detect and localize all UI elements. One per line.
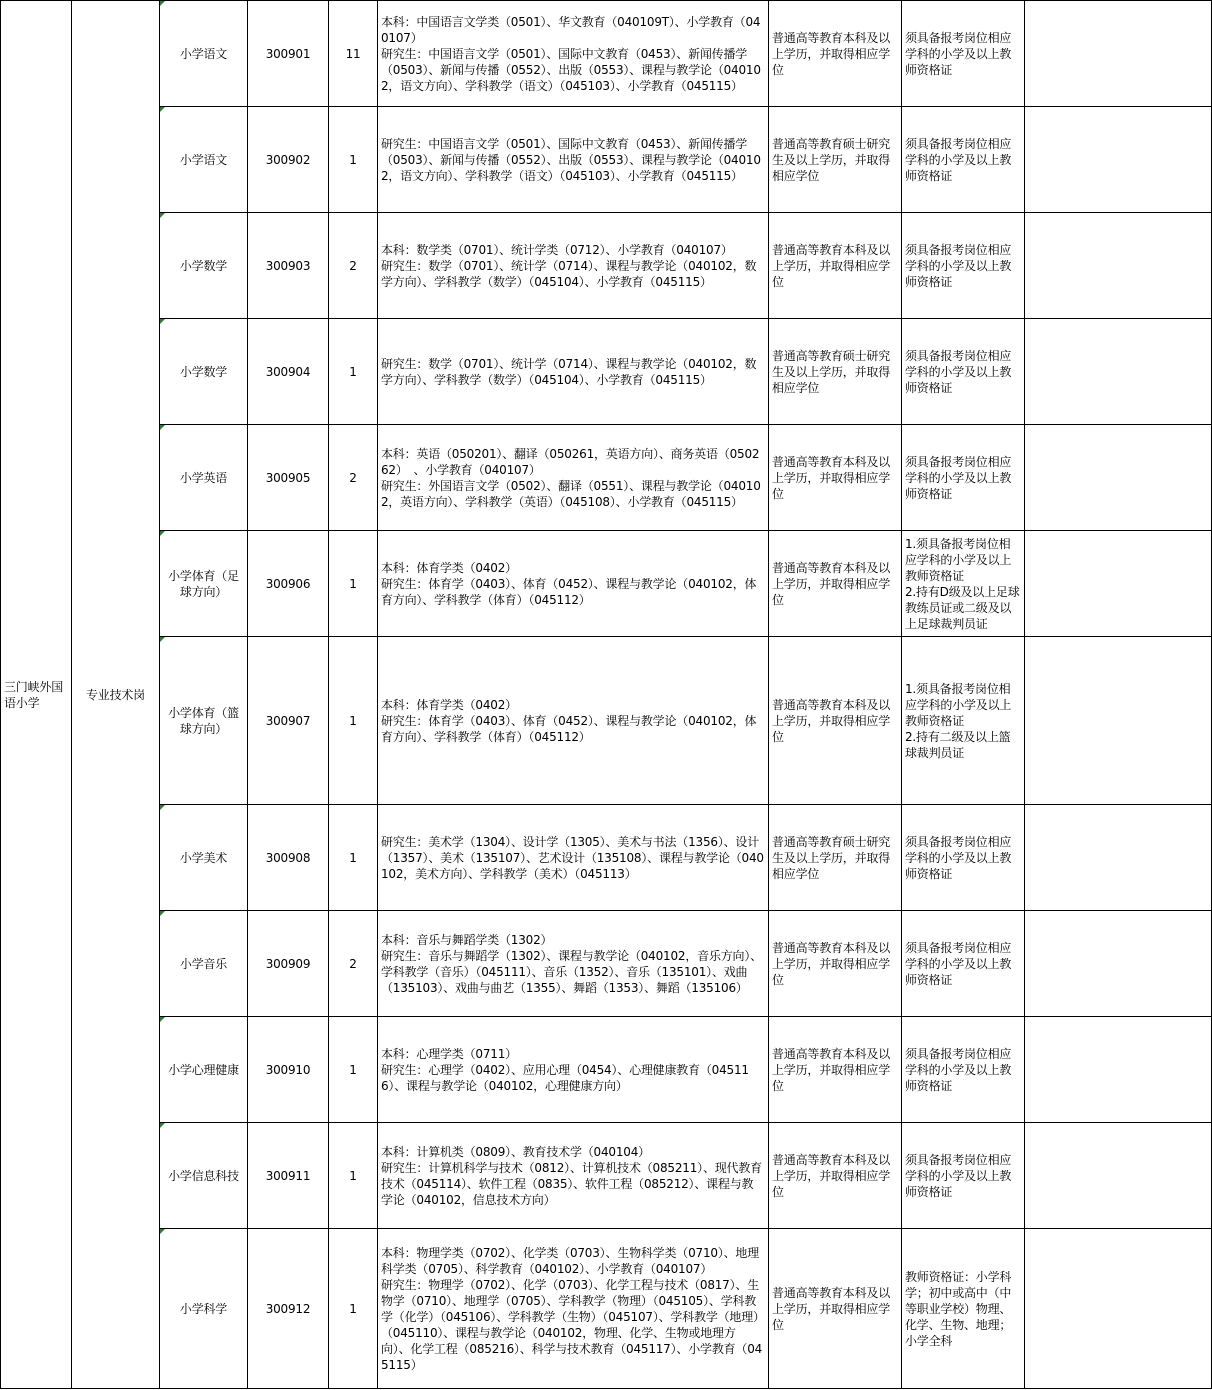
table-row — [1, 107, 1212, 213]
subject-cell — [160, 425, 248, 531]
subject-text: 小学体育（篮球方向） — [168, 705, 239, 736]
cell-marker-icon — [160, 425, 165, 430]
education-cell: 普通高等教育本科及以上学历，并取得相应学位 — [769, 1017, 902, 1123]
subject-text: 小学美术 — [179, 850, 228, 865]
subject-text: 小学音乐 — [179, 956, 228, 971]
major-line: 研究生：体育学（0403）、体育（0452）、课程与教学论（040102，体育方向）、学科教学（体育）（045112） — [381, 713, 757, 744]
code-cell: 300904 — [248, 319, 329, 425]
major-cell — [378, 637, 769, 805]
education-cell: 普通高等教育本科及以上学历，并取得相应学位 — [769, 1123, 902, 1229]
other-line: 须具备报考岗位相应学科的小学及以上教师资格证 — [905, 348, 1012, 395]
major-line: 本科：体育学类（0402） — [381, 560, 517, 575]
remark-cell — [1025, 319, 1212, 425]
other-line: 2.持有D级及以上足球教练员证或二级及以上足球裁判员证 — [905, 584, 1020, 631]
education-cell: 普通高等教育本科及以上学历，并取得相应学位 — [769, 1229, 902, 1389]
other-line: 教师资格证：小学科学；初中或高中（中等职业学校）物理、化学、生物、地理；小学全科 — [905, 1269, 1012, 1348]
major-line: 研究生：外国语言文学（0502）、翻译（0551）、课程与教学论（040102，英语方向）、学科教学（英语）（045108）、小学教育（045115） — [381, 478, 761, 509]
code-cell: 300901 — [248, 1, 329, 107]
other-cell — [902, 1, 1025, 107]
table-row — [1, 319, 1212, 425]
other-cell — [902, 107, 1025, 213]
code-cell: 300910 — [248, 1017, 329, 1123]
table-row — [1, 425, 1212, 531]
count-cell: 1 — [329, 107, 378, 213]
other-cell — [902, 637, 1025, 805]
cell-marker-icon — [160, 213, 165, 218]
code-cell: 300909 — [248, 911, 329, 1017]
subject-text: 小学数学 — [179, 364, 228, 379]
major-cell — [378, 1123, 769, 1229]
major-line: 研究生：数学（0701）、统计学（0714）、课程与教学论（040102，数学方向）、学科教学（数学）（045104）、小学教育（045115） — [381, 258, 757, 289]
cell-marker-icon — [160, 805, 165, 810]
count-cell: 1 — [329, 531, 378, 637]
subject-text: 小学语文 — [179, 46, 228, 61]
remark-cell — [1025, 1, 1212, 107]
major-cell — [378, 805, 769, 911]
table-row — [1, 911, 1212, 1017]
other-line: 须具备报考岗位相应学科的小学及以上教师资格证 — [905, 136, 1012, 183]
remark-cell — [1025, 531, 1212, 637]
other-line: 1.须具备报考岗位相应学科的小学及以上教师资格证 — [905, 536, 1012, 583]
table-row — [1, 531, 1212, 637]
table-body — [1, 1, 1212, 1389]
other-line: 须具备报考岗位相应学科的小学及以上教师资格证 — [905, 1152, 1012, 1199]
cell-marker-icon — [160, 531, 165, 536]
remark-cell — [1025, 1229, 1212, 1389]
major-cell — [378, 911, 769, 1017]
cell-marker-icon — [160, 1, 165, 6]
major-cell — [378, 1017, 769, 1123]
table-row — [1, 1, 1212, 107]
subject-text: 小学语文 — [179, 152, 228, 167]
subject-cell — [160, 805, 248, 911]
subject-text: 小学体育（足球方向） — [168, 568, 239, 599]
unit-cell: 三门峡外国语小学 — [1, 1, 72, 1389]
subject-cell — [160, 107, 248, 213]
count-cell: 1 — [329, 1229, 378, 1389]
subject-text: 小学心理健康 — [168, 1062, 239, 1077]
major-line: 研究生：物理学（0702）、化学（0703）、化学工程与技术（0817）、生物学（0710）、地理学（0705）、学科教学（物理）（045105）、学科教学（化学）（045106）、学科教学（生物）（045107）、学科教学（地理）（045110）、课程与教学论（040102，物理、化学、生物或地理方向）、化学工程（085216）、科学与技术教育（045117）、小学教育（045115） — [381, 1277, 765, 1372]
code-cell: 300908 — [248, 805, 329, 911]
subject-text: 小学科学 — [179, 1301, 228, 1316]
count-cell: 2 — [329, 213, 378, 319]
other-cell — [902, 425, 1025, 531]
education-cell: 普通高等教育硕士研究生及以上学历，并取得相应学位 — [769, 805, 902, 911]
cell-marker-icon — [160, 637, 165, 642]
subject-cell — [160, 1017, 248, 1123]
subject-text: 小学信息科技 — [168, 1168, 239, 1183]
count-cell: 2 — [329, 425, 378, 531]
subject-text: 小学数学 — [179, 258, 228, 273]
subject-cell — [160, 1123, 248, 1229]
major-line: 研究生：中国语言文学（0501）、国际中文教育（0453）、新闻传播学（0503）、新闻与传播（0552）、出版（0553）、课程与教学论（040102，语文方向）、学科教学（语文）（045103）、小学教育（045115） — [381, 136, 761, 183]
major-cell — [378, 1229, 769, 1389]
major-line: 研究生：中国语言文学（0501）、国际中文教育（0453）、新闻传播学（0503）、新闻与传播（0552）、出版（0553）、课程与教学论（040102，语文方向）、学科教学（语文）（045103）、小学教育（045115） — [381, 46, 761, 93]
count-cell: 1 — [329, 1123, 378, 1229]
other-line: 须具备报考岗位相应学科的小学及以上教师资格证 — [905, 834, 1012, 881]
other-line: 2.持有二级及以上篮球裁判员证 — [905, 729, 1011, 760]
code-cell: 300905 — [248, 425, 329, 531]
remark-cell — [1025, 425, 1212, 531]
major-line: 本科：物理学类（0702）、化学类（0703）、生物科学类（0710）、地理科学类（0705）、科学教育（040102）、小学教育（040107） — [381, 1245, 760, 1276]
education-cell: 普通高等教育本科及以上学历，并取得相应学位 — [769, 531, 902, 637]
count-cell: 1 — [329, 319, 378, 425]
major-cell — [378, 531, 769, 637]
subject-cell — [160, 319, 248, 425]
cell-marker-icon — [160, 1229, 165, 1234]
major-line: 本科：心理学类（0711） — [381, 1046, 517, 1061]
other-line: 1.须具备报考岗位相应学科的小学及以上教师资格证 — [905, 681, 1012, 728]
education-cell: 普通高等教育硕士研究生及以上学历，并取得相应学位 — [769, 107, 902, 213]
count-cell: 1 — [329, 805, 378, 911]
major-cell — [378, 319, 769, 425]
subject-cell — [160, 637, 248, 805]
table-row — [1, 1017, 1212, 1123]
table-row — [1, 1229, 1212, 1389]
remark-cell — [1025, 805, 1212, 911]
education-cell: 普通高等教育本科及以上学历，并取得相应学位 — [769, 213, 902, 319]
subject-cell — [160, 911, 248, 1017]
subject-cell — [160, 1, 248, 107]
cell-marker-icon — [160, 319, 165, 324]
major-line: 研究生：心理学（0402）、应用心理（0454）、心理健康教育（045116）、课程与教学论（040102，心理健康方向） — [381, 1062, 749, 1093]
other-cell — [902, 319, 1025, 425]
code-cell: 300912 — [248, 1229, 329, 1389]
remark-cell — [1025, 107, 1212, 213]
table-row — [1, 637, 1212, 805]
subject-cell — [160, 531, 248, 637]
other-cell — [902, 1017, 1025, 1123]
education-cell: 普通高等教育本科及以上学历，并取得相应学位 — [769, 911, 902, 1017]
remark-cell — [1025, 911, 1212, 1017]
major-cell — [378, 1, 769, 107]
other-line: 须具备报考岗位相应学科的小学及以上教师资格证 — [905, 30, 1012, 77]
subject-cell — [160, 1229, 248, 1389]
code-cell: 300906 — [248, 531, 329, 637]
cell-marker-icon — [160, 1017, 165, 1022]
other-cell — [902, 531, 1025, 637]
table-row — [1, 213, 1212, 319]
remark-cell — [1025, 1123, 1212, 1229]
table-row — [1, 805, 1212, 911]
major-cell — [378, 425, 769, 531]
major-line: 本科：中国语言文学类（0501）、华文教育（040109T）、小学教育（040107） — [381, 14, 761, 45]
major-cell — [378, 213, 769, 319]
other-cell — [902, 213, 1025, 319]
other-cell — [902, 911, 1025, 1017]
major-line: 本科：计算机类（0809）、教育技术学（040104） — [381, 1144, 650, 1159]
education-cell: 普通高等教育硕士研究生及以上学历，并取得相应学位 — [769, 319, 902, 425]
code-cell: 300911 — [248, 1123, 329, 1229]
major-line: 研究生：体育学（0403）、体育（0452）、课程与教学论（040102，体育方向）、学科教学（体育）（045112） — [381, 576, 757, 607]
count-cell: 1 — [329, 1017, 378, 1123]
cell-marker-icon — [160, 107, 165, 112]
count-cell: 11 — [329, 1, 378, 107]
other-line: 须具备报考岗位相应学科的小学及以上教师资格证 — [905, 454, 1012, 501]
major-line: 研究生：音乐与舞蹈学（1302）、课程与教学论（040102，音乐方向）、学科教学（音乐）（045111）、音乐（1352）、音乐（135101）、戏曲（135103）、戏曲与曲艺（1355）、舞蹈（1353）、舞蹈（135106） — [381, 948, 762, 995]
code-cell: 300902 — [248, 107, 329, 213]
remark-cell — [1025, 637, 1212, 805]
table-row — [1, 1123, 1212, 1229]
count-cell: 2 — [329, 911, 378, 1017]
major-line: 本科：数学类（0701）、统计学类（0712）、小学教育（040107） — [381, 242, 733, 257]
other-cell — [902, 1229, 1025, 1389]
education-cell: 普通高等教育本科及以上学历，并取得相应学位 — [769, 1, 902, 107]
education-cell: 普通高等教育本科及以上学历，并取得相应学位 — [769, 425, 902, 531]
other-cell — [902, 1123, 1025, 1229]
post-type-cell: 专业技术岗 — [72, 1, 160, 1389]
major-line: 本科：英语（050201）、翻译（050261，英语方向）、商务英语（050262） 、小学教育（040107） — [381, 446, 760, 477]
remark-cell — [1025, 1017, 1212, 1123]
other-line: 须具备报考岗位相应学科的小学及以上教师资格证 — [905, 242, 1012, 289]
major-line: 研究生：计算机科学与技术（0812）、计算机技术（085211）、现代教育技术（045114）、软件工程（0835）、软件工程（085212）、课程与教学论（040102，信息技术方向） — [381, 1160, 762, 1207]
other-line: 须具备报考岗位相应学科的小学及以上教师资格证 — [905, 940, 1012, 987]
cell-marker-icon — [160, 1123, 165, 1128]
other-line: 须具备报考岗位相应学科的小学及以上教师资格证 — [905, 1046, 1012, 1093]
subject-cell — [160, 213, 248, 319]
code-cell: 300903 — [248, 213, 329, 319]
major-line: 本科：体育学类（0402） — [381, 697, 517, 712]
other-cell — [902, 805, 1025, 911]
major-line: 研究生：数学（0701）、统计学（0714）、课程与教学论（040102，数学方向）、学科教学（数学）（045104）、小学教育（045115） — [381, 356, 757, 387]
major-cell — [378, 107, 769, 213]
code-cell: 300907 — [248, 637, 329, 805]
major-line: 研究生：美术学（1304）、设计学（1305）、美术与书法（1356）、设计（1357）、美术（135107）、艺术设计（135108）、课程与教学论（040102，美术方向）、学科教学（美术）（045113） — [381, 834, 764, 881]
count-cell: 1 — [329, 637, 378, 805]
education-cell: 普通高等教育本科及以上学历，并取得相应学位 — [769, 637, 902, 805]
cell-marker-icon — [160, 911, 165, 916]
major-line: 本科：音乐与舞蹈学类（1302） — [381, 932, 553, 947]
subject-text: 小学英语 — [179, 470, 228, 485]
remark-cell — [1025, 213, 1212, 319]
